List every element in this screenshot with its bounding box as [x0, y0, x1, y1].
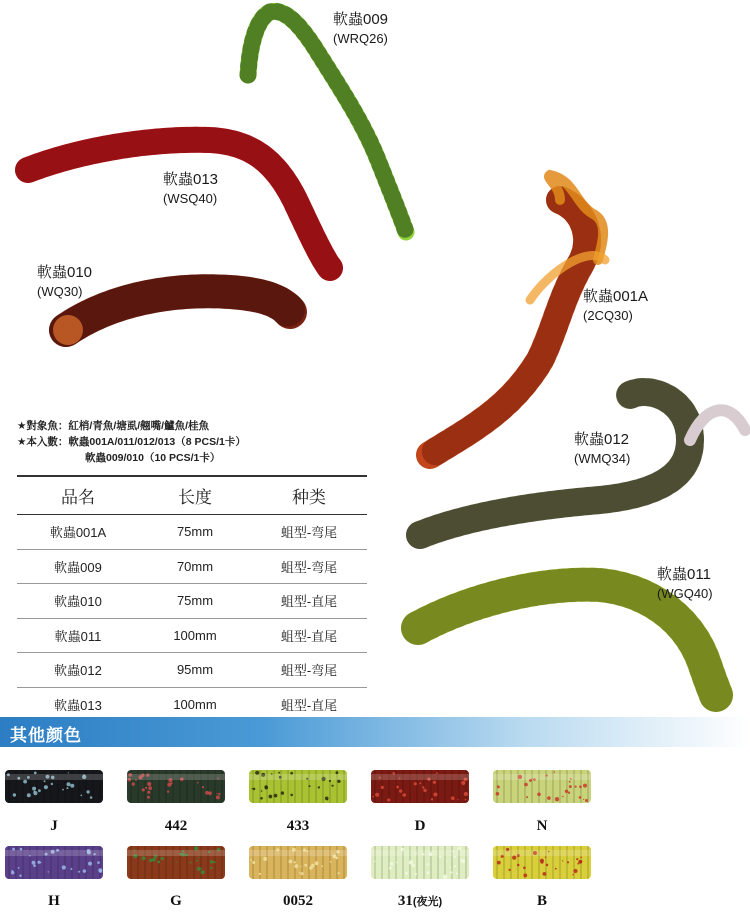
column-header: 品名: [17, 476, 139, 515]
swatch-label: [249, 893, 347, 910]
quantity-note: ★本入數：軟蟲001A/011/012/013（8 PCS/1卡）: [17, 436, 246, 448]
spec-table: [17, 475, 367, 723]
swatch-label: [5, 893, 103, 910]
table-cell: 軟蟲001A: [17, 515, 139, 550]
product-name: 軟蟲010: [37, 264, 93, 281]
product-code: (WRQ26): [333, 31, 388, 46]
color-swatch-0052: [249, 846, 347, 879]
swatch-code: H: [48, 893, 60, 909]
table-cell: 軟蟲013: [17, 687, 139, 722]
column-header: 种类: [251, 476, 367, 515]
product-label-011: [657, 565, 713, 603]
other-colors-banner: [0, 717, 750, 747]
color-swatch-g: [127, 846, 225, 879]
table-cell: 蛆型-弯尾: [251, 653, 367, 688]
table-cell: 蛆型-直尾: [251, 687, 367, 722]
quantity-note-2: 軟蟲009/010（10 PCS/1卡）: [85, 452, 221, 464]
swatch-label: [127, 893, 225, 910]
product-name: 軟蟲013: [163, 171, 219, 188]
color-swatch-n: [493, 770, 591, 803]
other-colors-title: 其他颜色: [10, 726, 82, 745]
product-code: (WSQ40): [163, 191, 218, 206]
table-cell: 70mm: [139, 549, 251, 584]
product-name: 軟蟲012: [574, 431, 630, 448]
table-row: [17, 653, 367, 688]
swatch-label: [5, 818, 103, 835]
table-cell: 軟蟲010: [17, 584, 139, 619]
swatch-code: B: [536, 893, 547, 909]
swatch-label: [371, 893, 469, 910]
table-cell: 100mm: [139, 618, 251, 653]
swatch-code: J: [50, 818, 58, 834]
table-cell: 95mm: [139, 653, 251, 688]
product-label-013: [163, 170, 218, 208]
swatch-label: [371, 818, 469, 835]
table-cell: 軟蟲009: [17, 549, 139, 584]
info-notes: [17, 418, 246, 466]
product-name: 軟蟲009: [333, 11, 389, 28]
swatch-label: [493, 893, 591, 910]
table-cell: 蛆型-弯尾: [251, 515, 367, 550]
color-swatch-31: [371, 846, 469, 879]
table-row: [17, 618, 367, 653]
swatch-code: 31: [397, 893, 413, 909]
swatch-label: [249, 818, 347, 835]
table-cell: 蛆型-直尾: [251, 618, 367, 653]
table-cell: 軟蟲012: [17, 653, 139, 688]
swatch-code: 0052: [283, 893, 313, 909]
table-row: [17, 549, 367, 584]
color-swatch-433: [249, 770, 347, 803]
swatch-label: [493, 818, 591, 835]
product-code: (2CQ30): [583, 308, 633, 323]
product-code: (WQ30): [37, 284, 83, 299]
color-swatch-b: [493, 846, 591, 879]
swatch-code: N: [536, 818, 548, 834]
product-name: 軟蟲001A: [583, 288, 649, 305]
swatch-code: D: [414, 818, 426, 834]
column-header: 长度: [139, 476, 251, 515]
product-label-010: [37, 263, 92, 301]
swatch-code: G: [170, 893, 182, 909]
product-label-012: [574, 430, 630, 468]
product-label-001a: [583, 287, 648, 325]
color-swatch-h: [5, 846, 103, 879]
product-name: 軟蟲011: [657, 566, 711, 583]
table-cell: 蛆型-弯尾: [251, 549, 367, 584]
swatch-label: [127, 818, 225, 835]
target-fish-note: ★對象魚：紅梢/青魚/塘虱/翹嘴/鱸魚/桂魚: [17, 420, 209, 432]
swatch-code: 433: [286, 818, 310, 834]
table-cell: 75mm: [139, 584, 251, 619]
product-label-009: [333, 10, 388, 48]
table-cell: 100mm: [139, 687, 251, 722]
color-swatch-j: [5, 770, 103, 803]
color-swatch-d: [371, 770, 469, 803]
product-code: (WMQ34): [574, 451, 631, 466]
table-header-row: [17, 476, 367, 515]
table-row: [17, 515, 367, 550]
swatch-note: (夜光): [412, 896, 443, 908]
lure-001a-image: [430, 175, 605, 455]
swatch-code: 442: [164, 818, 188, 834]
product-code: (WGQ40): [657, 586, 713, 601]
color-swatch-442: [127, 770, 225, 803]
table-cell: 75mm: [139, 515, 251, 550]
table-cell: 蛆型-直尾: [251, 584, 367, 619]
table-cell: 軟蟲011: [17, 618, 139, 653]
table-row: [17, 584, 367, 619]
